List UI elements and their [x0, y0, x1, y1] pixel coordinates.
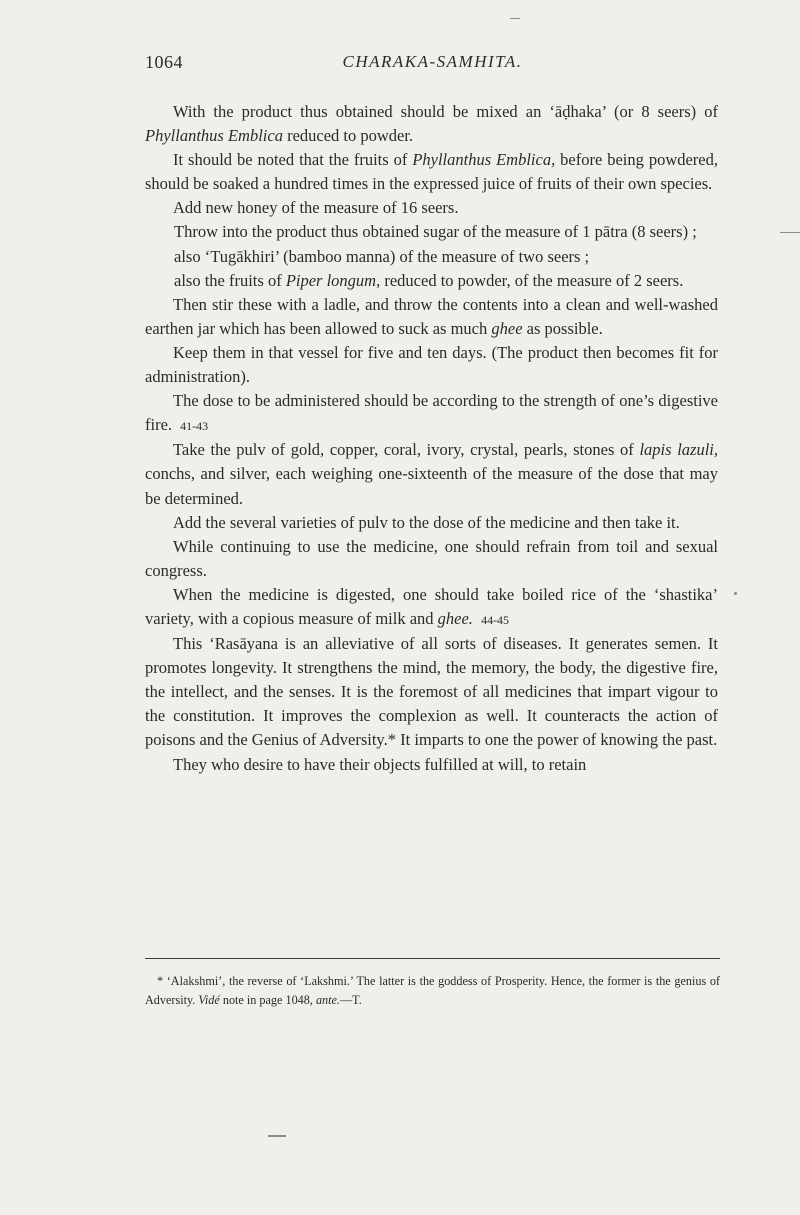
running-title: CHARAKA-SAMHITA. [342, 52, 523, 71]
paragraph [145, 438, 718, 510]
text-run: reduced to powder. [282, 126, 414, 146]
paragraph: This ‘Rasāyana is an alleviative of all sorts of diseases. It generates semen. It promotes longevity. It strengthens the mind, the memory, the body, the digestive fire, the intellect, and the senses. It is the foremost of all medicines that impart vigour to the constitution. It improves the complexion as well. It counteracts the action of poisons and the Genius of Adversity.* It imparts to one the power of knowing the past. [145, 634, 718, 750]
italic-term: lapis lazuli, [639, 440, 719, 460]
main-text [145, 100, 718, 777]
scan-speck [268, 1135, 286, 1137]
text-run: —T. [339, 993, 362, 1007]
italic-term: ghee. [437, 608, 473, 628]
scan-speck [734, 592, 737, 595]
text-run: reduced to powder, of the measure of 2 seers. [380, 270, 684, 290]
footnote-text [145, 972, 720, 1010]
text-run: conchs, and silver, each weighing one-sixteenth of the measure of the dose that may be determined. [145, 464, 718, 508]
paragraph [145, 293, 718, 341]
text-run: Take the pulv of gold, copper, coral, ivory, crystal, pearls, stones of [173, 440, 640, 460]
scan-speck [780, 232, 800, 233]
text-run: as possible. [522, 318, 603, 338]
text-run: also the fruits of [174, 270, 286, 290]
italic-term: Phyllanthus Emblica, [412, 150, 556, 170]
page-number: 1064 [145, 52, 183, 72]
paragraph [145, 100, 718, 148]
paragraph [145, 148, 718, 196]
italic-term: Phyllanthus Emblica [145, 126, 283, 146]
page-header [145, 52, 720, 76]
text-run: * ‘Alakshmi’, the reverse of ‘Lakshmi.’ The latter is the goddess of Prosperity. Hence, the former is the genius of Adversity. [145, 974, 720, 1007]
text-run: before being powdered, should be soaked a hundred times in the expressed juice of fruits of their own species. [145, 150, 718, 194]
footnote [145, 972, 720, 1010]
footnote-divider [145, 958, 720, 959]
paragraph: They who desire to have their objects fulfilled at will, to retain [173, 754, 587, 774]
paragraph: Add the several varieties of pulv to the dose of the medicine and then take it. [173, 512, 680, 532]
paragraph: Throw into the product thus obtained sugar of the measure of 1 pātra (8 seers) ; [174, 222, 697, 242]
paragraph [145, 269, 718, 293]
italic-term: Piper longum, [285, 270, 381, 290]
text-run: When the medicine is digested, one should take boiled rice of the ‘shastika’ variety, with a copious measure of milk and [145, 584, 718, 628]
verse-number: 41-43 [180, 419, 209, 434]
paragraph: also ‘Tugākhiri’ (bamboo manna) of the measure of two seers ; [174, 246, 590, 266]
paragraph [145, 583, 718, 632]
italic-term: ghee [491, 318, 523, 338]
italic-term: Vidé [198, 993, 220, 1007]
paragraph: While continuing to use the medicine, one should refrain from toil and sexual congress. [145, 536, 718, 580]
paragraph: Add new honey of the measure of 16 seers. [173, 198, 459, 218]
text-run: With the product thus obtained should be mixed an ‘āḍhaka’ (or 8 seers) of [173, 102, 718, 121]
paragraph: Keep them in that vessel for five and ten days. (The product then becomes fit for administration). [145, 342, 718, 387]
text-run: note in page 1048, [219, 993, 316, 1007]
paragraph [145, 389, 718, 438]
scan-speck [510, 18, 520, 19]
italic-term: ante. [315, 993, 340, 1007]
text-run: It should be noted that the fruits of [173, 150, 413, 170]
text-run: The dose to be administered should be according to the strength of one’s digestive fire. [145, 391, 718, 435]
text-run: Then stir these with a ladle, and throw the contents into a clean and well-washed earthen jar which has been allowed to suck as much [145, 294, 718, 338]
verse-number: 44-45 [481, 612, 510, 627]
